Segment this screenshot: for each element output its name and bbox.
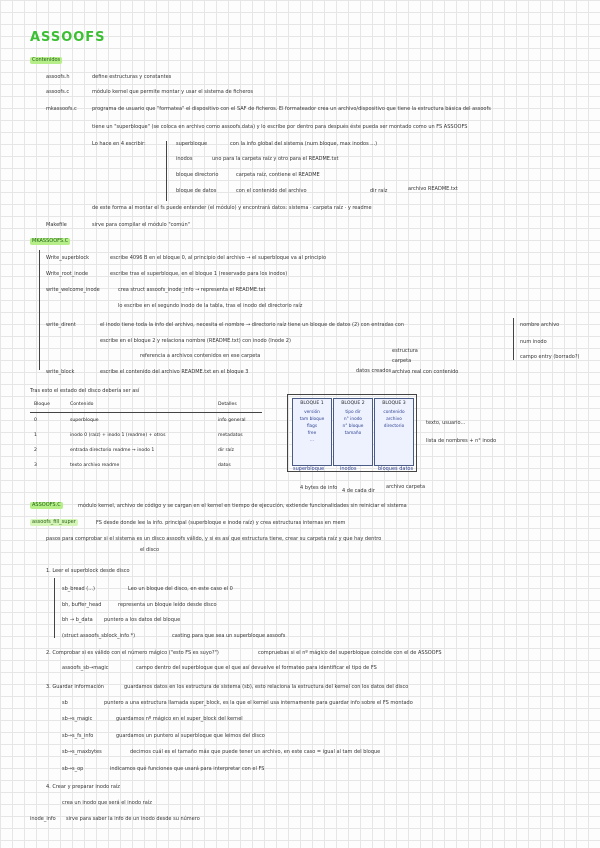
block-1-item: versión [304,410,320,415]
label-carpeta: carpeta [392,358,412,364]
table-row [30,413,262,429]
disk-block-3 [374,398,414,466]
cell-detalles: metadatos [218,433,243,438]
code-s-fs-info-desc: guardamos un puntero al superbloque que leimos del disco [116,733,265,739]
write-bloque-directorio-desc: carpeta raíz, contiene el README [236,172,320,178]
fn-write-dirent: write_dirent [46,322,76,328]
block-3-item: contenido [383,410,405,415]
code-sb-desc: puntero a una estructura llamada super_block, es la que el kernel usa internamente para guardar info sobre el FS montado [104,700,413,706]
file-assoofs-h: assoofs.h [46,74,70,80]
code-cast-sblock: (struct assoofs_sblock_info *) [62,633,136,639]
disk-note-lista: lista de nombres + n° inodo [426,438,497,444]
fn-write-root-inode-desc: escribe tras el superbloque, en el bloque 1 (reservado para los inodos) [110,271,288,277]
page-title: ASSOOFS [30,30,106,45]
entry-field-borrado: campo entry (borrado?) [520,354,580,360]
file-mkassoofs-c-desc: programa de usuario que "formatea" el dispositivo con el SAF de ficheros. El formateador crea un archivo/dispositivo que tiene la estructura básica del assoofs [92,106,491,112]
block-3-item: directorio [383,424,405,429]
table-row [30,443,262,458]
code-s-maxbytes: sb→s_maxbytes [62,749,102,755]
table-intro: Tras esto el estado del disco debería ser así [30,388,140,394]
disk-block-1 [292,398,332,466]
block-1-item: flags [306,424,318,429]
assoofs-c-intro: módulo kernel, archivo de código y se cargan en el kernel en tiempo de ejecución, extiende funcionalidades sin reiniciar el sistema [78,503,407,509]
step-3-desc: guardamos datos en los estructura de sistema (sb), esto relaciona la estructura del kernel con los datos del disco [124,684,409,690]
table-row [30,458,262,473]
write-bloque-directorio: bloque directorio [176,172,219,178]
fn-write-block-desc: escribe el contenido del archivo README.txt en el bloque 3 [100,369,249,375]
cell-bloque: 2 [34,448,37,453]
write-inodos-desc: uno para la carpeta raíz y otro para el README.txt [212,156,339,162]
section-heading-contenidos: Contenidos [32,57,61,63]
step-3-title: 3. Guardar información [46,684,104,690]
file-mkassoofs-c: mkassoofs.c [46,106,77,112]
arrow-label-readme: archivo README.txt [408,186,458,192]
code-inode-info: inode_info [30,816,56,822]
block-2-item: n° inodo [343,417,363,422]
col-bloque: Bloque [30,397,66,413]
col-contenido: Contenido [66,397,214,413]
subheading-fill-super: assoofs_fill_super [32,519,76,525]
code-s-op: sb→s_op [62,766,84,772]
cell-bloque: 3 [34,463,37,468]
code-magic-desc: campo dentro del superbloque que el que así devuelve el formateo para identificar el tipo de FS [136,665,377,671]
fn-write-superblock: Write_superblock [46,255,90,261]
fill-super-steps-end: el disco [140,547,160,553]
file-assoofs-c-desc: módulo kernel que permite montar y usar el sistema de ficheros [92,89,254,95]
cell-contenido: superbloque [70,418,99,423]
block-2-title: BLOQUE 2 [341,401,365,406]
block-1-item: free [307,431,317,436]
file-makefile-desc: sirve para compilar el módulo "común" [92,222,190,228]
block-2-item: tipo dir [345,410,361,415]
step-4-desc: crea un inodo que será el inodo raíz [62,800,152,806]
col-detalles: Detalles [214,397,262,413]
disk-label-superbloque: superbloque [293,466,325,472]
table-header-row [30,397,262,413]
cell-detalles: dir raíz [218,448,234,453]
fn-write-superblock-desc: escribe 4096 B en el bloque 0, al principio del archivo → el superbloque va al principio [110,255,327,261]
fn-write-dirent-detail: escribe en el bloque 2 y relaciona nombre (README.txt) con inodo (Inode 2) [100,338,291,344]
write-bloque-datos-desc: con el contenido del archivo [236,188,307,194]
code-magic: assoofs_sb→magic [62,665,109,671]
step-4-title: 4. Crear y preparar inodo raíz [46,784,120,790]
fn-write-welcome-inode-desc: crea struct assoofs_inode_info → representa el README.txt [118,287,266,293]
fill-super-desc: FS desde donde lee la info. principal (superbloque e inode raíz) y crea estructuras internas en mem [96,520,346,526]
cell-contenido: inodo 0 (raíz) + inodo 1 (readme) + otros [70,433,166,438]
table-row [30,428,262,443]
step-2-desc: compruebas si el nº mágico del superbloque coincide con el de ASSOOFS [258,650,442,656]
fn-write-dirent-desc: el inodo tiene toda la info del archivo, necesita el nombre → directorio raíz tiene un bloque de datos (2) con entradas con [100,322,404,328]
disk-note-texto: texto, usuario... [426,420,466,426]
mkassoofs-detail: tiene un "superbloque" (se coloca en archivo como assoofs.data) y lo escribe por dentro para después éste pueda ser montado como un FS ASSOOFS [92,124,468,130]
code-s-magic: sb→s_magic [62,716,93,722]
write-superbloque-desc: con la info global del sistema (num bloque, max inodos ...) [230,141,378,147]
block-1-item: tam bloque [299,417,325,422]
disk-block-2 [333,398,373,466]
write-superbloque: superbloque [176,141,208,147]
mkassoofs-summary: de este forma al montar el fs puede entender (el módulo) y encontrará datos: sistema · carpeta raíz · y readme [92,205,372,211]
entry-field-nombre: nombre archivo [520,322,560,328]
fill-super-steps: pasos para comprobar si el sistema es un disco assoofs válido, y si es así que estructura tiene, crear su carpeta raíz y que hay dentro [46,536,382,542]
fn-write-block: write_block [46,369,75,375]
cell-detalles: info general [218,418,246,423]
code-s-maxbytes-desc: decimos cuál es el tamaño máx que puede tener un archivo, en este caso = igual al tam del bloque [130,749,381,755]
section-heading-mkassoofs: MKASSOOFS.C [32,238,69,244]
file-assoofs-c: assoofs.c [46,89,70,95]
code-s-op-desc: indicamos qué funciones que usará para interpretar con el FS [110,766,265,772]
code-s-magic-desc: guardamos nº mágico en el super_block del kernel [116,716,243,722]
block-1-title: BLOQUE 1 [300,401,324,406]
write-inodos: inodos [176,156,193,162]
cell-contenido: entrada directorio readme → inodo 1 [70,448,155,453]
mkassoofs-writes: Lo hace en 4 escribir: [92,141,146,147]
label-archivo-real: archivo real con contenido [392,369,459,375]
cell-bloque: 0 [34,418,37,423]
step-1-title: 1. Leer el superblock desde disco [46,568,130,574]
fn-write-root-inode: Write_root_inode [46,271,89,277]
code-b-data-desc: puntero a los datos del bloque [104,617,181,623]
step-2-title: 2. Comprobar si es válido con el número mágico ("esto FS es suyo?") [46,650,219,656]
code-sb-bread: sb_bread (...) [62,586,95,592]
disk-below-dir: 4 de cada dir [342,488,375,494]
code-cast-sblock-desc: casting para que sea un superbloque assoofs [172,633,286,639]
block-2-item: n° bloque [342,424,364,429]
block-3-title: BLOQUE 3 [382,401,406,406]
write-bloque-datos: bloque de datos [176,188,217,194]
disk-label-inodos: inodos [340,466,357,472]
code-b-data: bh → b_data [62,617,93,623]
file-assoofs-h-desc: define estructuras y constantes [92,74,172,80]
cell-contenido: texto archivo readme [70,463,120,468]
label-datos-creados: datos creados [356,368,392,374]
fn-write-welcome-inode-detail: lo escribe en el segundo inodo de la tabla, tras el inodo del directorio raíz [118,303,303,309]
disk-label-bloques-datos: bloques datos [378,466,414,472]
entry-field-inodo: num inodo [520,339,547,345]
code-s-fs-info: sb→s_fs_info [62,733,94,739]
code-sb: sb [62,700,68,706]
code-inode-info-desc: sirve para saber la info de un inodo desde su número [66,816,200,822]
disk-diagram [287,394,417,472]
label-estructura: estructura [392,348,418,354]
code-buffer-head: bh, buffer_head [62,602,102,608]
fn-write-dirent-ref: referencia a archivos contenidos en ese carpeta [140,353,261,359]
cell-detalles: datos [218,463,231,468]
block-1-item: ... [309,438,315,443]
fn-write-welcome-inode: write_welcome_inode [46,287,100,293]
arrow-label-dir-raiz: dir raíz [370,188,388,194]
disk-state-table [30,397,262,473]
block-3-item: archivo [386,417,402,422]
disk-below-info: 4 bytes de info [300,485,338,491]
code-sb-bread-desc: Leo un bloque del disco, en este caso el 0 [128,586,233,592]
cell-bloque: 1 [34,433,37,438]
file-makefile: Makefile [46,222,67,228]
disk-below-archivo: archivo carpeta [386,484,426,490]
block-2-item: tamaño [344,431,362,436]
section-heading-assoofs-c: ASSOOFS.C [32,502,61,508]
code-buffer-head-desc: representa un bloque leído desde disco [118,602,217,608]
